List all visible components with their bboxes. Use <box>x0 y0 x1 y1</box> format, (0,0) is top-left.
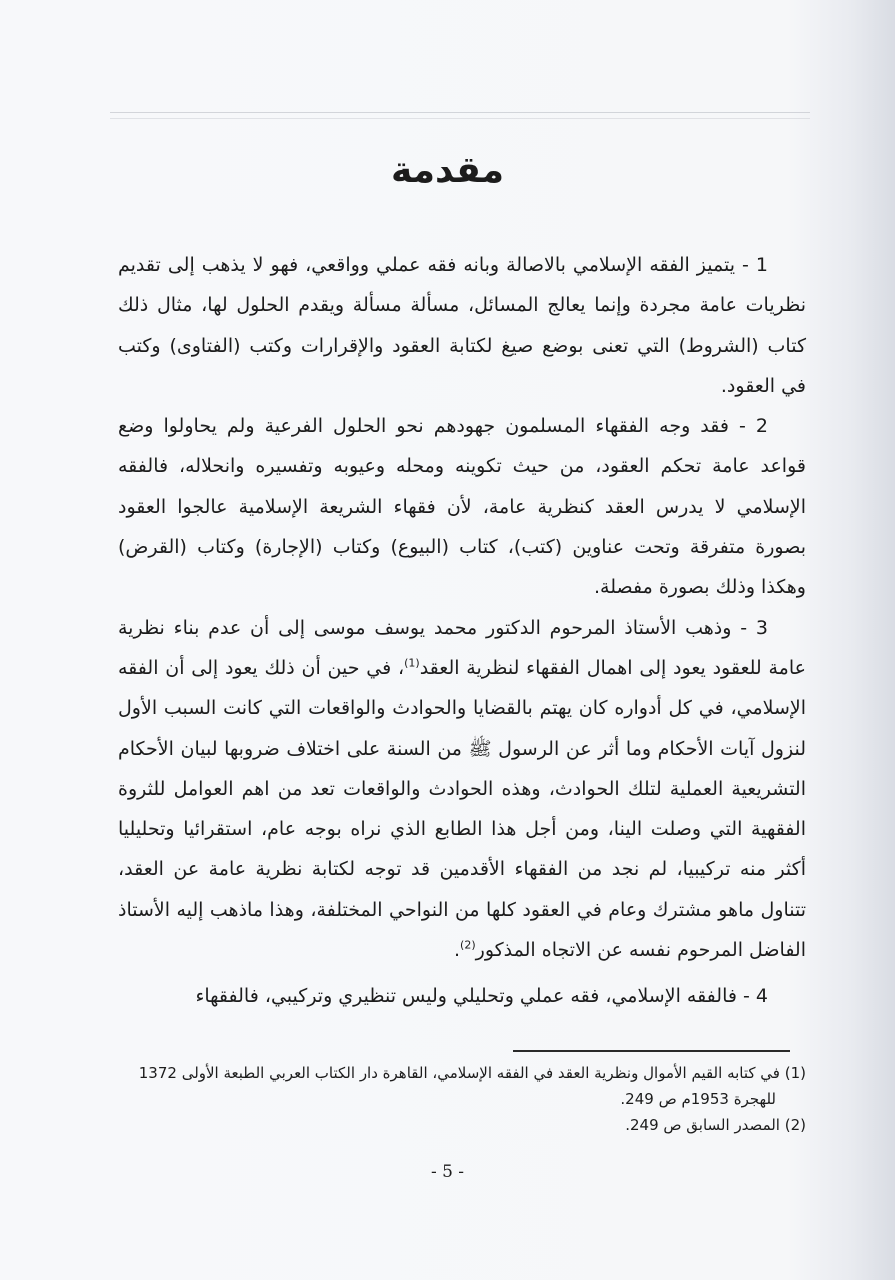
footnote-ref-2[interactable]: (2) <box>460 938 476 952</box>
page-title: مقدمة <box>390 150 505 191</box>
paragraph-3-text-middle: ، في حين أن ذلك يعود إلى أن الفقه الإسلامي، في كل أدواره كان يهتم بالقضايا والحوادث والواقعات التي كانت السبب الأول لنزول آيات الأحكام وما أثر عن الرسول ﷺ من السنة على اختلاف ضروبها لبيان الأحكام التشريعية العملية لتلك الحوادث، وهذه الحوادث والواقعات تعد من اهم العوامل للثروة الفقهية التي وصلت الينا، ومن أجل هذا الطابع الذي نراه بوجه عام، استقرائيا وتحليليا أكثر منه تركيبيا، لم نجد من الفقهاء الأقدمين قد توجه لكتابة نظرية عامة عن العقد، تتناول ماهو مشترك وعام في العقود كلها من النواحي المختلفة، وهذا ماذهب إليه الأستاذ الفاضل المرحوم نفسه عن الاتجاه المذكور <box>118 656 806 962</box>
footnote-1: (1) في كتابه القيم الأموال ونظرية العقد في الفقه الإسلامي، القاهرة دار الكتاب العربي الطبعة الأولى 1372 للهجرة 1953م ص 249. <box>138 1064 806 1108</box>
footnotes <box>118 1060 806 1138</box>
paragraph-3 <box>118 608 806 971</box>
bleed-through-line <box>110 118 810 119</box>
paragraph-1: 1 - يتميز الفقه الإسلامي بالاصالة وبانه فقه عملي وواقعي، فهو لا يذهب إلى تقديم نظريات عامة مجردة وإنما يعالج المسائل، مسألة مسألة ويقدم الحلول لها، مثال ذلك كتاب (الشروط) التي تعنى بوضع صيغ لكتابة العقود والإقرارات وكتب (الفتاوى) وكتب في العقود. <box>118 254 806 397</box>
paragraph-2: 2 - فقد وجه الفقهاء المسلمون جهودهم نحو الحلول الفرعية ولم يحاولوا وضع قواعد عامة تحكم العقود، من حيث تكوينه ومحله وعيوبه وتفسيره وانحلاله، فالفقه الإسلامي لا يدرس العقد كنظرية عامة، لأن فقهاء الشريعة الإسلامية عالجوا العقود بصورة متفرقة وتحت عناوين (كتب)، كتاب (البيوع) وكتاب (الإجارة) وكتاب (القرض) وهكذا وذلك بصورة مفصلة. <box>118 415 806 599</box>
body-text <box>118 245 806 1017</box>
paragraph-4: 4 - فالفقه الإسلامي، فقه عملي وتحليلي وليس تنظيري وتركيبي، فالفقهاء <box>195 985 768 1008</box>
footnote-separator <box>513 1050 790 1052</box>
page-number: - 5 - <box>430 1162 465 1182</box>
footnote-2: (2) المصدر السابق ص 249. <box>625 1116 806 1134</box>
bleed-through-line <box>110 112 810 113</box>
paragraph-3-text-before: 3 - وذهب الأستاذ المرحوم الدكتور محمد يوسف موسى إلى أن عدم بناء نظرية عامة للعقود يعود إلى اهمال الفقهاء لنظرية العقد <box>118 616 806 679</box>
paragraph-3-text-after: . <box>454 939 461 962</box>
footnote-ref-1[interactable]: (1) <box>404 656 420 670</box>
